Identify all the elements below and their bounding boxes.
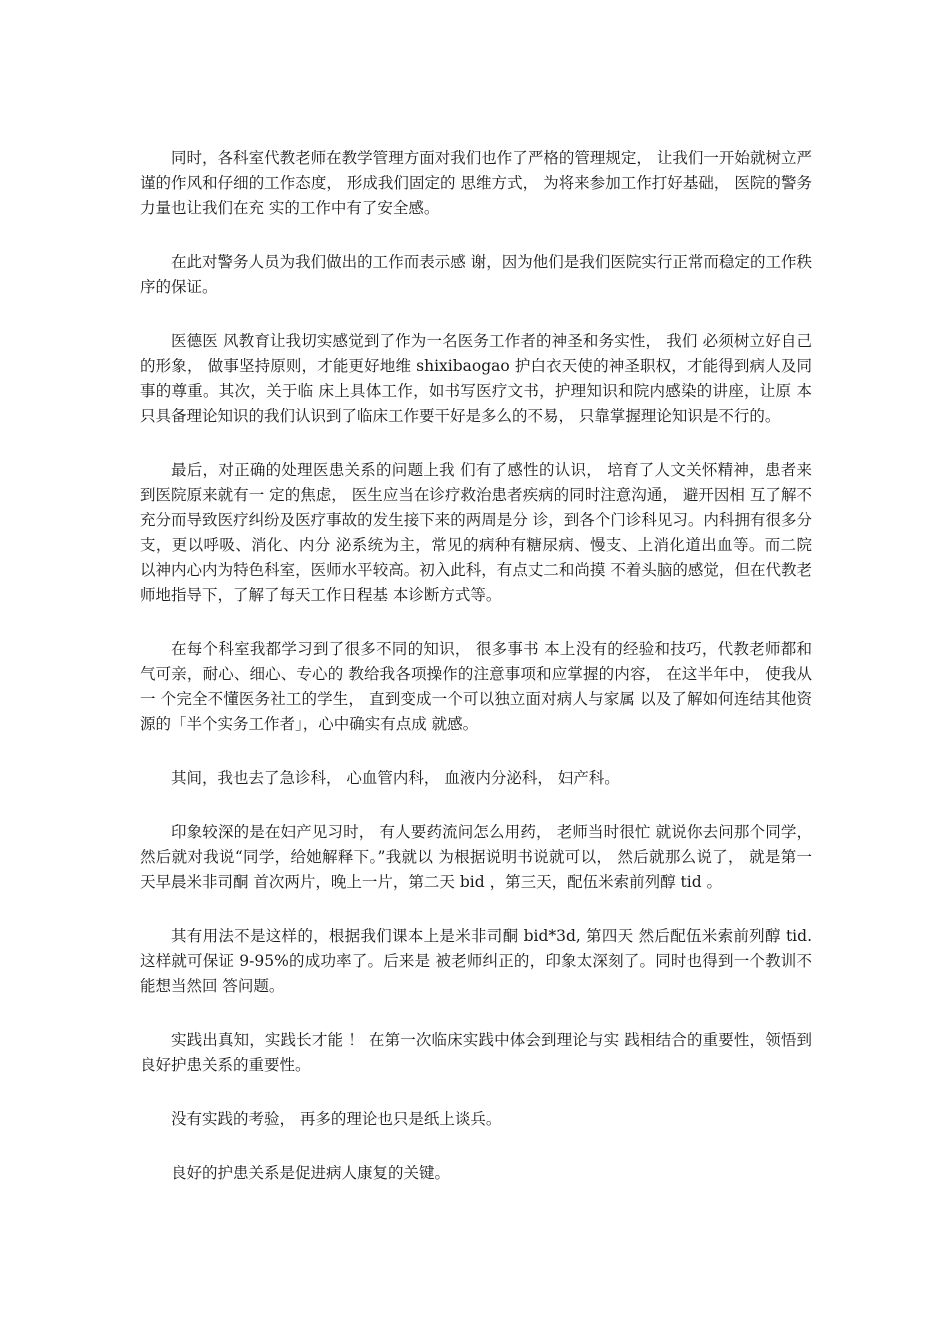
paragraph: 同时，各科室代教老师在教学管理方面对我们也作了严格的管理规定， 让我们一开始就树立严谨的作风和仔细的工作态度， 形成我们固定的 思维方式， 为将来参加工作打好基础， 医院的警务力量也让我们在充 实的工作中有了安全感。 (140, 149, 812, 217)
paragraph: 医德医 风教育让我切实感觉到了作为一名医务工作者的神圣和务实性， 我们 必须树立好自己的形象， 做事坚持原则，才能更好地维 shixibaogao 护白衣天使的神圣职权，才能得到病人及同事的尊重。其次，关于临 床上具体工作，如书写医疗文书，护理知识和院内感染的讲座，让原 本只具备理论知识的我们认识到了临床工作要干好是多么的不易， 只靠掌握理论知识是不行的。 (140, 332, 812, 425)
paragraph: 其有用法不是这样的，根据我们课本上是米非司酮 bid*3d, 第四天 然后配伍米索前列醇 tid. 这样就可保证 9-95%的成功率了。后来是 被老师纠正的，印象太深刻了。同时也得到一个教训不能想当然回 答问题。 (140, 927, 812, 995)
paragraph: 良好的护患关系是促进病人康复的关键。 (171, 1164, 451, 1182)
paragraph: 在每个科室我都学习到了很多不同的知识， 很多事书 本上没有的经验和技巧，代教老师都和气可亲，耐心、细心、专心的 教给我各项操作的注意事项和应掌握的内容， 在这半年中， 使我从一 个完全不懂医务社工的学生， 直到变成一个可以独立面对病人与家属 以及了解如何连结其他资源的「半个实务工作者」，心中确实有点成 就感。 (140, 640, 812, 733)
paragraph: 没有实践的考验， 再多的理论也只是纸上谈兵。 (171, 1110, 502, 1128)
document-body (140, 146, 812, 1215)
paragraph: 印象较深的是在妇产见习时， 有人要药流问怎么用药， 老师当时很忙 就说你去问那个同学，然后就对我说“同学，给她解释下。”我就以 为根据说明书说就可以， 然后就那么说了， 就是第一天早晨米非司酮 首次两片，晚上一片，第二天 bid ，第三天，配伍米索前列醇 tid 。 (140, 823, 812, 891)
paragraph: 实践出真知，实践长才能 ！ 在第一次临床实践中体会到理论与实 践相结合的重要性，领悟到良好护患关系的重要性。 (140, 1031, 812, 1074)
paragraph: 在此对警务人员为我们做出的工作而表示感 谢，因为他们是我们医院实行正常而稳定的工作秩序的保证。 (140, 253, 812, 296)
paragraph: 最后，对正确的处理医患关系的问题上我 们有了感性的认识， 培育了人文关怀精神，患者来到医院原来就有一 定的焦虑， 医生应当在诊疗救治患者疾病的同时注意沟通， 避开因相 互了解不充分而导致医疗纠纷及医疗事故的发生接下来的两周是分 诊，到各个门诊科见习。内科拥有很多分支，更以呼吸、消化、内分 泌系统为主，常见的病种有糖尿病、慢支、上消化道出血等。而二院 以神内心内为特色科室，医师水平较高。初入此科，有点丈二和尚摸 不着头脑的感觉，但在代教老师地指导下，了解了每天工作日程基 本诊断方式等。 (140, 461, 812, 604)
paragraph: 其间，我也去了急诊科， 心血管内科， 血液内分泌科， 妇产科。 (171, 769, 620, 787)
